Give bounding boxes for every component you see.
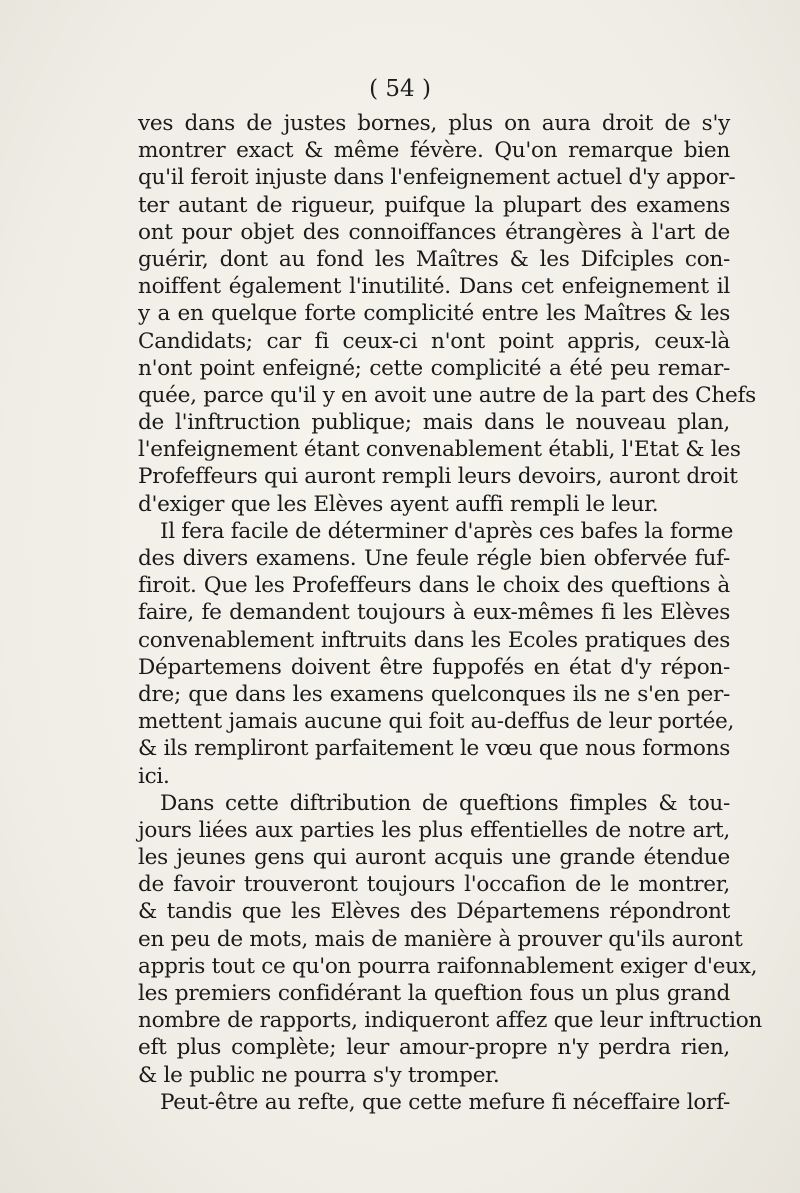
page-number: ( 54 ) [369, 76, 431, 102]
text-line: mettent jamais aucune qui foit au-deffus de leur portée, [138, 709, 735, 735]
text-line: les jeunes gens qui auront acquis une grande étendue [138, 845, 730, 871]
text-line: ont pour objet des connoiffances étrangères à l'art de [138, 219, 730, 245]
text-line: Candidats; car fi ceux-ci n'ont point appris, ceux-là [138, 328, 730, 354]
text-line: appris tout ce qu'on pourra raifonnablement exiger d'eux, [138, 953, 758, 979]
text-line: & le public ne pourra s'y tromper. [138, 1062, 500, 1088]
text-line: Dans cette diftribution de queftions fimples & tou- [160, 790, 730, 816]
text-line: des divers examens. Une feule régle bien obfervée fuf- [138, 546, 730, 571]
text-line: n'ont point enfeigné; cette complicité a été peu remar- [138, 355, 730, 381]
text-line: convenablement inftruits dans les Ecoles pratiques des [138, 627, 730, 653]
text-line: en peu de mots, mais de manière à prouver qu'ils auront [138, 926, 743, 952]
text-line: dre; que dans les examens quelconques ils ne s'en per- [138, 681, 730, 707]
text-line: y a en quelque forte complicité entre les Maîtres & les [138, 301, 730, 327]
text-line: ves dans de justes bornes, plus on aura droit de s'y [138, 111, 730, 136]
text-line: nombre de rapports, indiqueront affez que leur inftruction [138, 1008, 763, 1034]
text-line: jours liées aux parties les plus effentielles de notre art, [138, 817, 730, 843]
text-line: qu'il feroit injuste dans l'enfeignement actuel d'y appor- [138, 165, 736, 191]
text-line: & tandis que les Elèves des Départemens répondront [138, 899, 730, 925]
text-line: ici. [138, 763, 170, 789]
text-line: & ils rempliront parfaitement le vœu que nous formons [138, 736, 730, 762]
text-line: ter autant de rigueur, puifque la plupart des examens [138, 192, 730, 218]
paragraph-2 [138, 518, 735, 790]
text-line: firoit. Que les Profeffeurs dans le choix des queftions à [138, 573, 730, 599]
paragraph-4 [138, 1089, 730, 1116]
paragraph-1 [138, 110, 756, 518]
text-line: Il fera facile de déterminer d'après ces bafes la forme [160, 518, 734, 544]
text-line: noiffent également l'inutilité. Dans cet enfeignement il [138, 274, 730, 300]
text-line: de l'inftruction publique; mais dans le nouveau plan, [138, 410, 730, 436]
text-line: eft plus complète; leur amour-propre n'y perdra rien, [138, 1035, 730, 1061]
text-line: d'exiger que les Elèves ayent auffi rempli le leur. [138, 491, 659, 517]
text-line: Départemens doivent être fuppofés en état d'y répon- [138, 654, 730, 680]
paragraph-3 [138, 790, 763, 1089]
text-line: Profeffeurs qui auront rempli leurs devoirs, auront droit [138, 464, 738, 490]
text-line: faire, fe demandent toujours à eux-mêmes fi les Elèves [138, 600, 730, 626]
text-line: Peut-être au refte, que cette mefure fi néceffaire lorf- [160, 1089, 730, 1115]
text-line: de favoir trouveront toujours l'occafion de le montrer, [138, 872, 730, 898]
text-line: l'enfeignement étant convenablement établi, l'Etat & les [138, 437, 741, 463]
text-line: quée, parce qu'il y en avoit une autre de la part des Chefs [138, 382, 756, 408]
body-text [138, 110, 763, 1116]
text-line: montrer exact & même févère. Qu'on remarque bien [138, 138, 730, 164]
text-line: les premiers confidérant la queftion fous un plus grand [138, 981, 730, 1006]
text-line: guérir, dont au fond les Maîtres & les Difciples con- [138, 246, 730, 272]
